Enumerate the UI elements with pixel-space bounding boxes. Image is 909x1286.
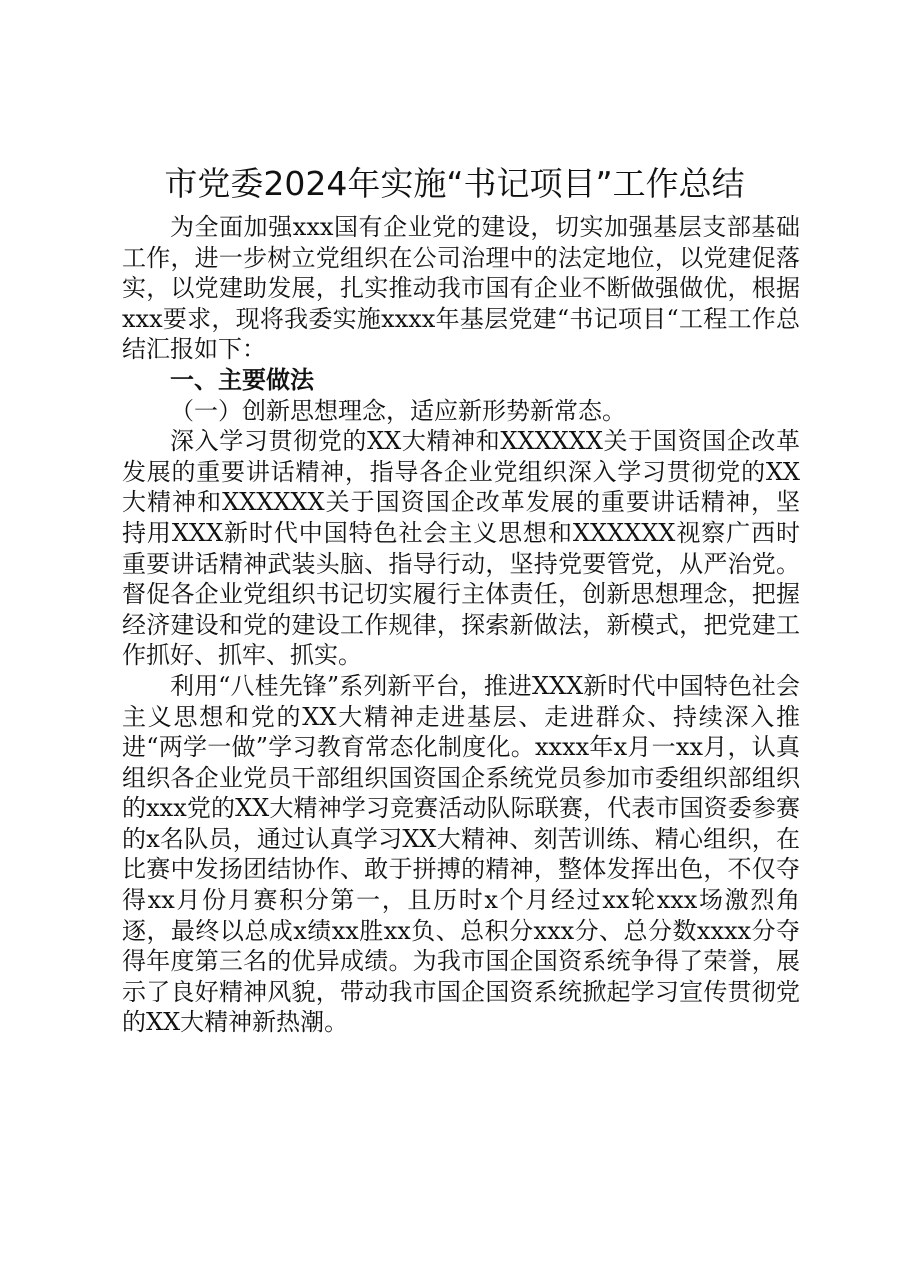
- subsection-heading: （一）创新思想理念，适应新形势新常态。: [170, 396, 626, 425]
- document-title: 市党委2024年实施“书记项目”工作总结: [164, 164, 745, 203]
- document-body: [122, 212, 800, 1038]
- intro-paragraph: 为全面加强xxx国有企业党的建设，切实加强基层支部基础工作，进一步树立党组织在公司治理中的法定地位，以党建促落实，以党建助发展，扎实推动我市国有企业不断做强做优，根据xxx要求，现将我委实施xxxx年基层党建“书记项目“工程工作总结汇报如下：: [122, 213, 800, 364]
- section-heading: 一、主要做法: [170, 365, 314, 394]
- body-paragraph-2: 利用“八桂先锋”系列新平台，推进XXX新时代中国特色社会主义思想和党的XX大精神走进基层、走进群众、持续深入推进“两学一做”学习教育常态化制度化。xxxx年x月一xx月，认真组织各企业党员干部组织国资国企系统党员参加市委组织部组织的xxx党的XX大精神学习竞赛活动队际联赛，代表市国资委参赛的x名队员，通过认真学习XX大精神、刻苦训练、精心组织，在比赛中发扬团结协作、敢于拼搏的精神，整体发挥出色，不仅夺得xx月份月赛积分第一，且历时x个月经过xx轮xxx场激烈角逐，最终以总成x绩xx胜xx负、总积分xxx分、总分数xxxx分夺得年度第三名的优异成绩。为我市国企国资系统争得了荣誉，展示了良好精神风貌，带动我市国企国资系统掀起学习宣传贯彻党的XX大精神新热潮。: [122, 671, 800, 1037]
- body-paragraph-1: 深入学习贯彻党的XX大精神和XXXXXX关于国资国企改革发展的重要讲话精神，指导各企业党组织深入学习贯彻党的XX大精神和XXXXXX关于国资国企改革发展的重要讲话精神，坚持用XXX新时代中国特色社会主义思想和XXXXXX视察广西时重要讲话精神武装头脑、指导行动，坚持党要管党，从严治党。督促各企业党组织书记切实履行主体责任，创新思想理念，把握经济建设和党的建设工作规律，探索新做法，新模式，把党建工作抓好、抓牢、抓实。: [122, 427, 800, 670]
